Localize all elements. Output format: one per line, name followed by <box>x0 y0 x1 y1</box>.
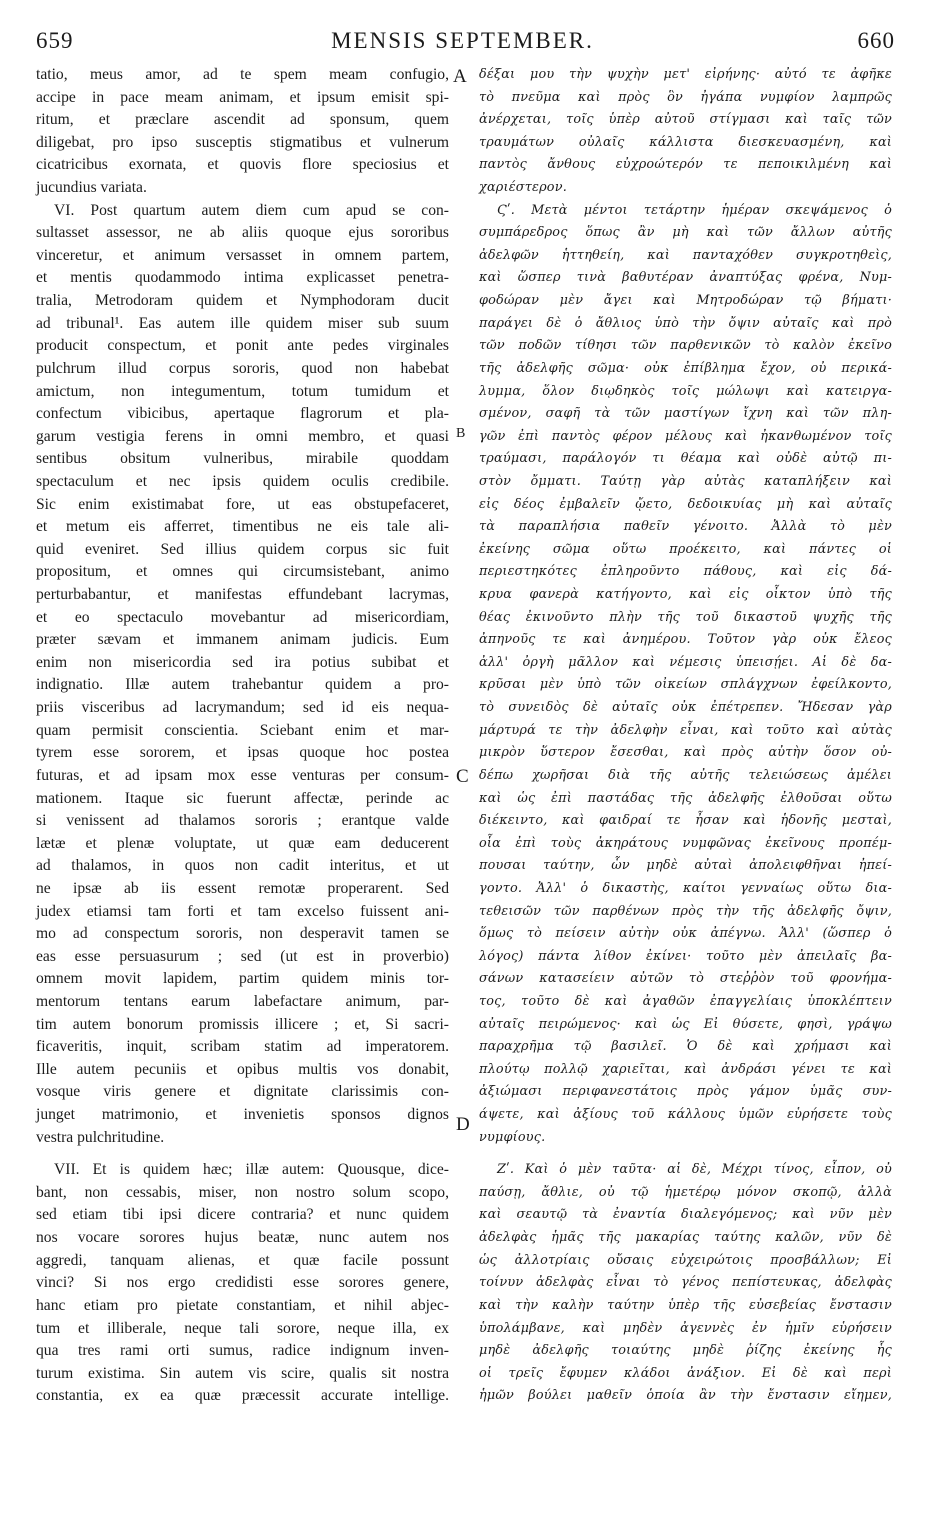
text-line: μηδὲ ἀδελφῆς τοιαύτης μηδὲ ῥίζης ἐκείνης ἧς <box>479 1343 892 1359</box>
text-line: παντὸς ἄνθους εὐχροώτερόν τε πεποικιλμένη καὶ <box>479 157 892 173</box>
text-line: καὶ σεαυτῷ τὰ ἐναντία διαλεγόμενος; καὶ νῦν μὲν <box>479 1207 892 1223</box>
text-line: amictum, non integumentum, totum tumidum et <box>36 382 449 400</box>
text-line: γῶν ἐπὶ παντὸς φέρον μέλους καὶ ἠκανθωμένον τοῖς <box>479 428 892 444</box>
text-line: παραχρῆμα τῷ βασιλεῖ. Ὁ δὲ καὶ χρήμασι καὶ <box>479 1039 892 1055</box>
text-line: mo ad conspectum sororis, non desperavit tamen se <box>36 925 449 943</box>
text-line: vinci? Si nos ergo credidisti esse sorores genere, <box>36 1274 449 1292</box>
text-line: diligebat, pro ipso susceptis stigmatibus et vulnerum <box>36 133 449 151</box>
text-line: οἷα ἐπὶ τοὺς ἀκηράτους νυμφῶνας ἐκεῖνους προπέμ- <box>479 835 892 851</box>
text-line: constantia, ex ea quæ præcessit accurate intellige. <box>36 1387 449 1405</box>
text-line: ad tribunal¹. Eas autem ille quidem miser sub suum <box>36 314 449 332</box>
text-line: sentibus obsitum vulneribus, mirabile quoddam <box>36 450 449 468</box>
text-line: δέξαι μου τὴν ψυχὴν μετ' εἰρήνης· αὐτό τε ἀφῆκε <box>479 67 892 82</box>
text-line: ἀνέρχεται, τοῖς ὑπὲρ αὐτοῦ στίγμασι καὶ ταῖς τῶν <box>479 112 892 128</box>
text-line: τεθεισῶν τῶν παρθένων πρὸς τὴν τῆς ἀδελφῆς ὄψιν, <box>479 903 892 919</box>
text-line: ἀδελφὰς ἡμᾶς τῆς μακαρίας ταύτης καλῶν, νῦν δὲ <box>479 1230 892 1246</box>
text-line: ἀπηνοῦς τε καὶ ἀνημέρου. Τοῦτον γὰρ οὐκ ἔλεος <box>479 632 892 648</box>
text-line: χαριέστερον. <box>479 180 567 196</box>
latin-paragraph-3 <box>36 1159 449 1408</box>
text-line: διέκειντο, καὶ φαιδραί τε ἦσαν καὶ ἡδονῆς μεσταὶ, <box>479 813 892 829</box>
text-line: νυμφίους. <box>479 1129 546 1145</box>
text-line: judex etiamsi tam forti et tam excelso fuissent ani- <box>36 902 449 920</box>
text-line: ἡμῶν βούλει μαθεῖν ὁποία ἂν τὴν ἔνστασιν εἴημεν, <box>479 1388 892 1404</box>
text-line: lætæ et plenæ voluptate, ut quæ eam deducerent <box>36 834 449 852</box>
text-line: eas esse persuasurum ; sed (ut est in proverbio) <box>36 947 449 965</box>
text-line: ritum, et præclare ascendit ad sponsum, quem <box>36 111 449 129</box>
text-line: τος, τοῦτο δὲ καὶ ἀγαθῶν ἐπαγγελίαις ὑποκλέπτειν <box>479 993 892 1009</box>
text-line: στὸν ὄμματι. Ταύτῃ γὰρ αὐτὰς καταπλήξειν καὶ <box>479 473 892 489</box>
page-number-left: 659 <box>36 28 74 53</box>
text-line: Sic enim existimabat fore, ut eas obstupefaceret, <box>36 495 449 513</box>
text-line: bant, non cessabis, miser, non nostro solum scopo, <box>36 1183 449 1201</box>
text-line: τῆς ἀδελφῆς σῶμα· οὐκ ἐπίβλημα ἔχον, οὐ περικά- <box>479 360 892 376</box>
text-line: ἐκείνης σῶμα οὕτω προέκειτο, καὶ πάντες οἱ <box>479 541 892 557</box>
latin-paragraph-1 <box>36 64 449 200</box>
margin-marker-a: A <box>453 66 467 87</box>
greek-column <box>479 64 892 1408</box>
page-number-right: 660 <box>857 28 895 53</box>
text-line: οἱ τρεῖς ἔφυμεν κλάδοι ἀνάξιον. Εἰ δὲ καὶ περὶ <box>479 1365 892 1381</box>
text-line: κρῦσαι μὲν ὑπὸ τῶν οἰκείων σπλάγχνων ἐφείλκοντο, <box>479 677 892 693</box>
text-line: εἰς δέος ἐμβαλεῖν ᾤετο, δεδοικυίας μὴ καὶ αὐταῖς <box>479 496 892 512</box>
text-line: ἀξιώμασι περιφανεστάτοις πρὸς γάμον ὑμᾶς συν- <box>479 1084 892 1100</box>
text-line: quam permisit conscientia. Sciebant enim et mar- <box>36 721 449 739</box>
text-line: ἀλλ' ὀργὴ μᾶλλον καὶ νέμεσις ὑπεισῄει. Αἱ δὲ δα- <box>479 654 892 670</box>
text-line: propositum, et omnes qui circumsistebant, animo <box>36 563 449 581</box>
text-line: sed etiam tibi ipsi dicere contraria? et nunc quidem <box>36 1206 449 1224</box>
text-line: καὶ ὥσπερ τινὰ βαθυτέραν ἀναπτύξας φρένα, Νυμ- <box>479 270 892 286</box>
text-line: πλούτῳ πολλῷ χαριεῖται, καὶ ἀνδράσι γένει τε καὶ <box>479 1061 892 1077</box>
text-line: mationem. Itaque sic fuerunt affectæ, perinde ac <box>36 789 449 807</box>
text-line: jucundius variata. <box>36 179 147 197</box>
text-line: quid eveniret. Sed illius quidem corpus sic fuit <box>36 540 449 558</box>
text-line: confectum vibicibus, apertaque flagrorum et pla- <box>36 405 449 423</box>
text-line: Ϛʹ. Μετὰ μέντοι τετάρτην ἡμέραν σκεψάμενος ὁ <box>497 202 892 218</box>
text-line: perturbabantur, et manifestas effundebant lacrymas, <box>36 586 449 604</box>
margin-marker-c: C <box>456 766 469 787</box>
text-line: tum et illiberale, neque tali sorore, neque illa, ex <box>36 1319 449 1337</box>
greek-paragraph-2 <box>479 200 892 1150</box>
text-line: γοντο. Ἀλλ' ὁ δικαστὴς, καίτοι γενναίως οὕτω δια- <box>479 880 892 896</box>
text-line: παύσῃ, ἄθλιε, οὐ τῷ ἡμετέρῳ μόνον σκοπῷ, ἀλλὰ <box>479 1184 892 1200</box>
text-line: garum vestigia ferens in omni membro, et quasi <box>36 427 449 445</box>
text-line: et metum eis afferret, timentibus ne eis tale ali- <box>36 518 449 536</box>
page-header <box>0 28 925 62</box>
text-line: ne ipsæ ab iis essent remotæ properarent. Sed <box>36 879 449 897</box>
text-line: hanc etiam pro pietate constantiam, et nihil abjec- <box>36 1296 449 1314</box>
text-line: futuras, et ad ipsam mox esse venturas per consum- <box>36 766 449 784</box>
text-line: si venissent ad thalamos sororis ; erantque valde <box>36 812 449 830</box>
text-line: Ζʹ. Καὶ ὁ μὲν ταῦτα· αἱ δὲ, Μέχρι τίνος, εἶπον, οὐ <box>497 1162 892 1178</box>
text-line: qua tres rami orti sumus, radice indignum inven- <box>36 1342 449 1360</box>
text-line: λυμμα, ὅλον διῳδηκὸς τοῖς μώλωψι καὶ κατειργα- <box>479 383 892 399</box>
text-line: indignatio. Illæ autem trahebantur quidem a pro- <box>36 676 449 694</box>
latin-paragraph-2 <box>36 200 449 1150</box>
text-line: δέπω χωρῆσαι διὰ τῆς αὐτῆς τελειώσεως ἀμέλει <box>479 767 892 783</box>
text-line: VII. Et is quidem hæc; illæ autem: Quousque, dice- <box>54 1161 449 1179</box>
text-line: tralia, Metrodoram quidem et Nymphodoram ducit <box>36 292 449 310</box>
text-line: priis visceribus ad lacrymandum; sed id eis nequa- <box>36 699 449 717</box>
text-line: omnem movit lapidem, partim quidem minis tor- <box>36 970 449 988</box>
paragraph-gap <box>36 1149 449 1159</box>
text-line: ὡς ἀλλοτρίαις οὔσαις εὐχειρώτοις προσβάλλων; Εἰ <box>479 1252 892 1268</box>
text-line: tatio, meus amor, ad te spem meam confugio, <box>36 66 449 83</box>
text-line: ἀδελφῶν ἡττηθείη, καὶ πανταχόθεν συγκροτηθεὶς, <box>479 247 892 263</box>
text-line: θέας ἐκινοῦντο πλὴν τῆς τοῦ δικαστοῦ ψυχῆς τῆς <box>479 609 892 625</box>
text-line: άψετε, καὶ ἀξίους τοῦ κάλλους ὑμῶν εὑρήσετε τοὺς <box>479 1107 892 1123</box>
paragraph-gap <box>479 1149 892 1159</box>
text-line: turum existima. Sin autem vis scire, qualis sit nostra <box>36 1364 449 1382</box>
text-line: τὸ συνειδὸς δὲ αὐταῖς οὐκ ἐπέτρεπεν. Ἤδεσαν γὰρ <box>479 700 892 716</box>
text-line: παράγει δὲ ὁ ἄθλιος ὑπὸ τὴν ὄψιν αὐταῖς καὶ πρὸ <box>479 315 892 331</box>
text-line: τὰ παραπλήσια παθεῖν γένοιτο. Ἀλλὰ τὸ μὲν <box>479 519 892 535</box>
greek-paragraph-3 <box>479 1159 892 1408</box>
text-line: τραύμασι, παράλογόν τι θέαμα καὶ οὐδὲ αὐτῷ πι- <box>479 451 892 467</box>
text-line: τραυμάτων οὐλαῖς κάλλιστα διεσκευασμένη, καὶ <box>479 134 892 150</box>
text-line: σάνων κατασείειν αὐτῶν τὸ στεῤῥὸν τοῦ φρονήμα- <box>479 971 892 987</box>
text-line: συμπάρεδρος ὅπως ἂν μὴ καὶ τῶν ἄλλων αὐτῆς <box>479 225 892 241</box>
text-line: κρυα φανερὰ κατήγοντο, καὶ εἰς οἶκτον ὑπὸ τῆς <box>479 587 892 603</box>
greek-paragraph-1 <box>479 64 892 200</box>
margin-marker-d: D <box>456 1114 470 1135</box>
text-line: περιεστηκότες ἐπληροῦντο πάθους, καὶ εἰς δά- <box>479 564 892 580</box>
text-line: καὶ ὡς ἐπὶ παστάδας τῆς ἀδελφῆς ἐλθοῦσαι οὕτω <box>479 790 892 806</box>
text-line: VI. Post quartum autem diem cum apud se con- <box>54 201 449 219</box>
text-line: accipe in pace meam animam, et ipsum emisit spi- <box>36 88 449 106</box>
text-line: φοδώραν μὲν ἄγει καὶ Μητροδώραν τῷ βήματι· <box>479 293 892 309</box>
text-line: vinceretur, et animum versasset in omnem partem, <box>36 246 449 264</box>
text-line: ὅμως τὸ πείσειν αὐτὴν οὐκ ἀπέγνω. Ἀλλ' (ὥσπερ ὁ <box>479 926 892 942</box>
text-line: tim autem bonorum promissis illicere ; et, Si sacri- <box>36 1015 449 1033</box>
text-line: enim non misericordia sed ira potius subibat et <box>36 653 449 671</box>
running-title: MENSIS SEPTEMBER. <box>331 28 594 53</box>
text-line: junget matrimonio, et invenietis sponsos dignos <box>36 1106 449 1124</box>
text-line: καὶ τὴν καλὴν ταύτην ὑπὲρ τῆς εὐσεβείας ἔνστασιν <box>479 1297 892 1313</box>
text-line: Ille autem pecuniis et opibus multis vos donabit, <box>36 1060 449 1078</box>
text-line: et mentis quodammodo intima explicasset penetra- <box>36 269 449 287</box>
text-line: præter sævam et immanem animam judicis. Eum <box>36 631 449 649</box>
text-line: cicatricibus exornata, et quovis flore speciosius et <box>36 156 449 174</box>
latin-column <box>36 64 449 1408</box>
text-line: τοίνυν ἀδελφὰς εἶναι τὸ γένος πεπίστευκας, ἀδελφὰς <box>479 1275 892 1291</box>
text-line: spectaculum et nec ipsis quidem oculis credibile. <box>36 472 449 490</box>
text-line: τὸ πνεῦμα καὶ πρὸς ὃν ἠγάπα νυμφίον λαμπρῶς <box>479 89 892 105</box>
text-line: vosque viris genere et dignitate clarissimis con- <box>36 1083 449 1101</box>
text-line: producit conspectum, et ponit ante pedes virginales <box>36 337 449 355</box>
text-line: sultasset assessor, ne ab aliis quoque ejus sororibus <box>36 224 449 242</box>
margin-marker-b: B <box>456 426 466 441</box>
text-line: μάρτυρά τε τὴν ἀδελφὴν εἶναι, καὶ τοῦτο καὶ αὐτὰς <box>479 722 892 738</box>
text-line: tyrem esse sororem, et ipsas quoque hoc postea <box>36 744 449 762</box>
text-line: ficaveritis, inquit, scribam statim ad imperatorem. <box>36 1038 449 1056</box>
text-line: mentorum tentans earum labefactare animum, par- <box>36 992 449 1010</box>
text-line: αὐταῖς πειρώμενος· καὶ ὡς Εἰ θύσετε, φησὶ, γράψω <box>479 1016 892 1032</box>
text-line: aggredi, tanquam alienas, et quæ facile possunt <box>36 1251 449 1269</box>
text-line: ad thalamos, in quos non cadit interitus, et ut <box>36 857 449 875</box>
text-line: et eo spectaculo movebantur ad misericordiam, <box>36 608 449 626</box>
text-line: πουσαι ταύτην, ὧν μηδὲ αὐταὶ ἀπολειφθῆναι ἠπεί- <box>479 858 892 874</box>
text-line: τῶν ποδῶν τίθησι τῶν παρθενικῶν τὸ καλὸν ἐκεῖνο <box>479 338 892 354</box>
text-line: λόγος) πάντα λίθον ἐκίνει· τοῦτο μὲν ἀπειλαῖς βα- <box>479 948 892 964</box>
text-line: μικρὸν ὕστερον ἔσεσθαι, καὶ πρὸς αὐτὴν ὅσον οὐ- <box>479 745 892 761</box>
text-line: ὑπολάμβανε, καὶ μηδὲν ἀγεννὲς ἐν ἡμῖν εὑρήσειν <box>479 1320 892 1336</box>
text-line: nos vocare sorores hujus beatæ, nunc autem nos <box>36 1229 449 1247</box>
text-line: σμένον, σαφῆ τὰ τῶν μαστίγων ἴχνη καὶ τῶν πλη- <box>479 406 892 422</box>
text-line: pulchrum illud corpus sororis, quod non habebat <box>36 359 449 377</box>
text-line: vestra pulchritudine. <box>36 1128 165 1146</box>
